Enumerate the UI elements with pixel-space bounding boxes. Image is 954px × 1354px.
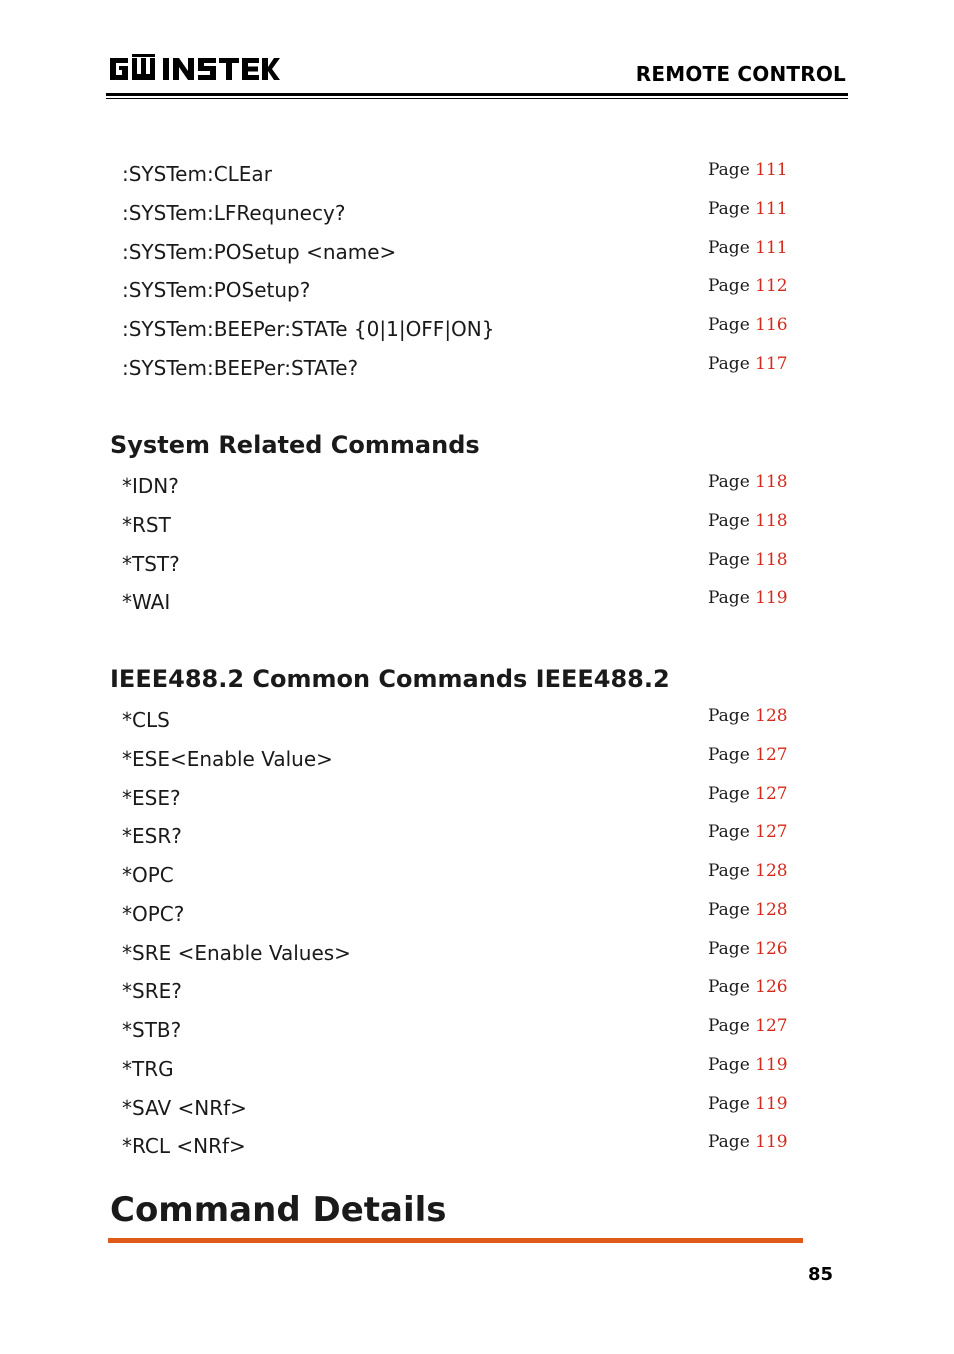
command-row	[110, 861, 790, 900]
command-row	[110, 276, 790, 315]
command-row	[110, 1016, 790, 1055]
command-row	[110, 238, 790, 277]
page-reference-link[interactable]: 118	[755, 549, 788, 570]
page-reference-label: Page	[708, 783, 750, 804]
command-row	[110, 354, 790, 393]
command-row	[110, 1055, 790, 1094]
page-reference-label: Page	[708, 549, 750, 570]
page-reference	[708, 550, 788, 570]
page-reference-label: Page	[708, 237, 750, 258]
page-reference	[708, 1094, 788, 1114]
command-name: *STB?	[122, 1018, 182, 1042]
command-row	[110, 822, 790, 861]
page-reference-link[interactable]: 111	[755, 198, 788, 219]
page-reference-link[interactable]: 127	[755, 1016, 788, 1036]
command-row	[110, 199, 790, 238]
page-reference-label: Page	[708, 353, 750, 374]
page-reference	[708, 784, 788, 804]
page-reference-label: Page	[708, 899, 750, 920]
page-reference-link[interactable]: 118	[755, 510, 788, 531]
command-name: :SYSTem:BEEPer:STATe {0|1|OFF|ON}	[122, 317, 495, 341]
page-reference	[708, 354, 788, 374]
page-reference-label: Page	[708, 588, 750, 609]
header-rule-thin	[106, 98, 848, 99]
page-reference-label: Page	[708, 315, 750, 335]
command-name: :SYSTem:POSetup <name>	[122, 239, 397, 264]
page-reference-link[interactable]: 117	[755, 353, 788, 374]
page-reference-label: Page	[708, 160, 750, 180]
page-reference-link[interactable]: 111	[755, 237, 788, 258]
page-reference-label: Page	[708, 276, 750, 297]
system-related-section	[110, 430, 790, 627]
command-row	[110, 745, 790, 784]
page-reference-label: Page	[708, 510, 750, 531]
page-reference-link[interactable]: 128	[755, 861, 788, 881]
page-reference	[708, 1016, 788, 1036]
command-row	[110, 315, 790, 354]
page-reference-link[interactable]: 128	[755, 899, 788, 920]
page-reference	[708, 745, 788, 765]
page-reference	[708, 706, 788, 726]
page-reference	[708, 1132, 788, 1152]
command-name: *OPC?	[122, 901, 185, 926]
header-rule-thick	[106, 93, 848, 96]
command-name: *WAI	[122, 590, 171, 615]
page-reference-label: Page	[708, 1054, 750, 1075]
page-reference	[708, 315, 788, 335]
command-row	[110, 977, 790, 1016]
page-reference	[708, 472, 788, 492]
page-reference-link[interactable]: 126	[755, 938, 788, 959]
page-reference-link[interactable]: 128	[755, 706, 788, 726]
command-row	[110, 706, 790, 745]
command-row	[110, 1132, 790, 1171]
page-reference	[708, 238, 788, 258]
command-name: *ESE<Enable Value>	[122, 746, 333, 771]
page-reference	[708, 160, 788, 180]
command-name: *TRG	[122, 1056, 174, 1081]
command-row	[110, 939, 790, 978]
command-name: :SYSTem:CLEar	[122, 162, 272, 186]
header-section-title: REMOTE CONTROL	[635, 62, 846, 86]
page-reference	[708, 939, 788, 959]
page-reference-link[interactable]: 116	[755, 315, 788, 335]
page-reference-link[interactable]: 119	[755, 588, 788, 609]
command-row	[110, 588, 790, 627]
page-reference	[708, 977, 788, 997]
page-reference-label: Page	[708, 861, 750, 881]
command-row	[110, 550, 790, 589]
page-reference-link[interactable]: 112	[755, 276, 788, 297]
section-title: IEEE488.2 Common Commands IEEE488.2	[110, 665, 670, 693]
page-reference-link[interactable]: 126	[755, 977, 788, 998]
page-reference-link[interactable]: 119	[755, 1132, 788, 1153]
command-row	[110, 472, 790, 511]
command-name: *SRE <Enable Values>	[122, 940, 351, 965]
gw-instek-logo	[108, 54, 280, 84]
command-details-rule	[108, 1238, 803, 1243]
command-row	[110, 511, 790, 550]
page-reference-label: Page	[708, 977, 750, 998]
command-name: :SYSTem:BEEPer:STATe?	[122, 355, 359, 380]
page-reference	[708, 822, 788, 842]
page-reference-label: Page	[708, 1016, 750, 1036]
page-reference-label: Page	[708, 472, 750, 492]
command-name: :SYSTem:POSetup?	[122, 278, 311, 303]
command-name: *OPC	[122, 863, 174, 887]
page-reference-link[interactable]: 118	[755, 472, 788, 492]
command-name: :SYSTem:LFRequnecy?	[122, 200, 346, 225]
page-reference	[708, 511, 788, 531]
command-row	[110, 784, 790, 823]
system-commands-list	[110, 160, 790, 393]
command-name: *CLS	[122, 708, 170, 732]
command-name: *ESE?	[122, 785, 181, 810]
section-title: System Related Commands	[110, 431, 480, 459]
command-name: *SAV <NRf>	[122, 1095, 247, 1120]
page-reference-label: Page	[708, 1093, 750, 1114]
page-reference-link[interactable]: 127	[755, 783, 788, 804]
command-details-heading: Command Details	[110, 1190, 447, 1230]
page-reference	[708, 276, 788, 296]
page-reference	[708, 199, 788, 219]
page-reference-label: Page	[708, 744, 750, 765]
page-reference-label: Page	[708, 938, 750, 959]
command-name: *IDN?	[122, 474, 179, 498]
command-row	[110, 1094, 790, 1133]
ieee-common-section	[110, 664, 790, 1171]
page-reference-label: Page	[708, 1132, 750, 1153]
page-number: 85	[807, 1264, 833, 1285]
page-reference-link[interactable]: 111	[755, 160, 788, 180]
page-reference	[708, 900, 788, 920]
page-reference-label: Page	[708, 198, 750, 219]
command-name: *TST?	[122, 551, 180, 576]
page-reference-link[interactable]: 127	[755, 744, 788, 765]
page-reference-link[interactable]: 119	[755, 1054, 788, 1075]
page-reference-label: Page	[708, 822, 750, 843]
page-reference-link[interactable]: 127	[755, 822, 788, 843]
page-reference	[708, 1055, 788, 1075]
page-reference-label: Page	[708, 706, 750, 726]
command-name: *RST	[122, 512, 171, 537]
command-name: *SRE?	[122, 979, 182, 1004]
command-name: *RCL <NRf>	[122, 1134, 246, 1159]
command-name: *ESR?	[122, 824, 182, 849]
page-reference-link[interactable]: 119	[755, 1093, 788, 1114]
page-reference	[708, 861, 788, 881]
command-row	[110, 160, 790, 199]
page-reference	[708, 588, 788, 608]
command-row	[110, 900, 790, 939]
